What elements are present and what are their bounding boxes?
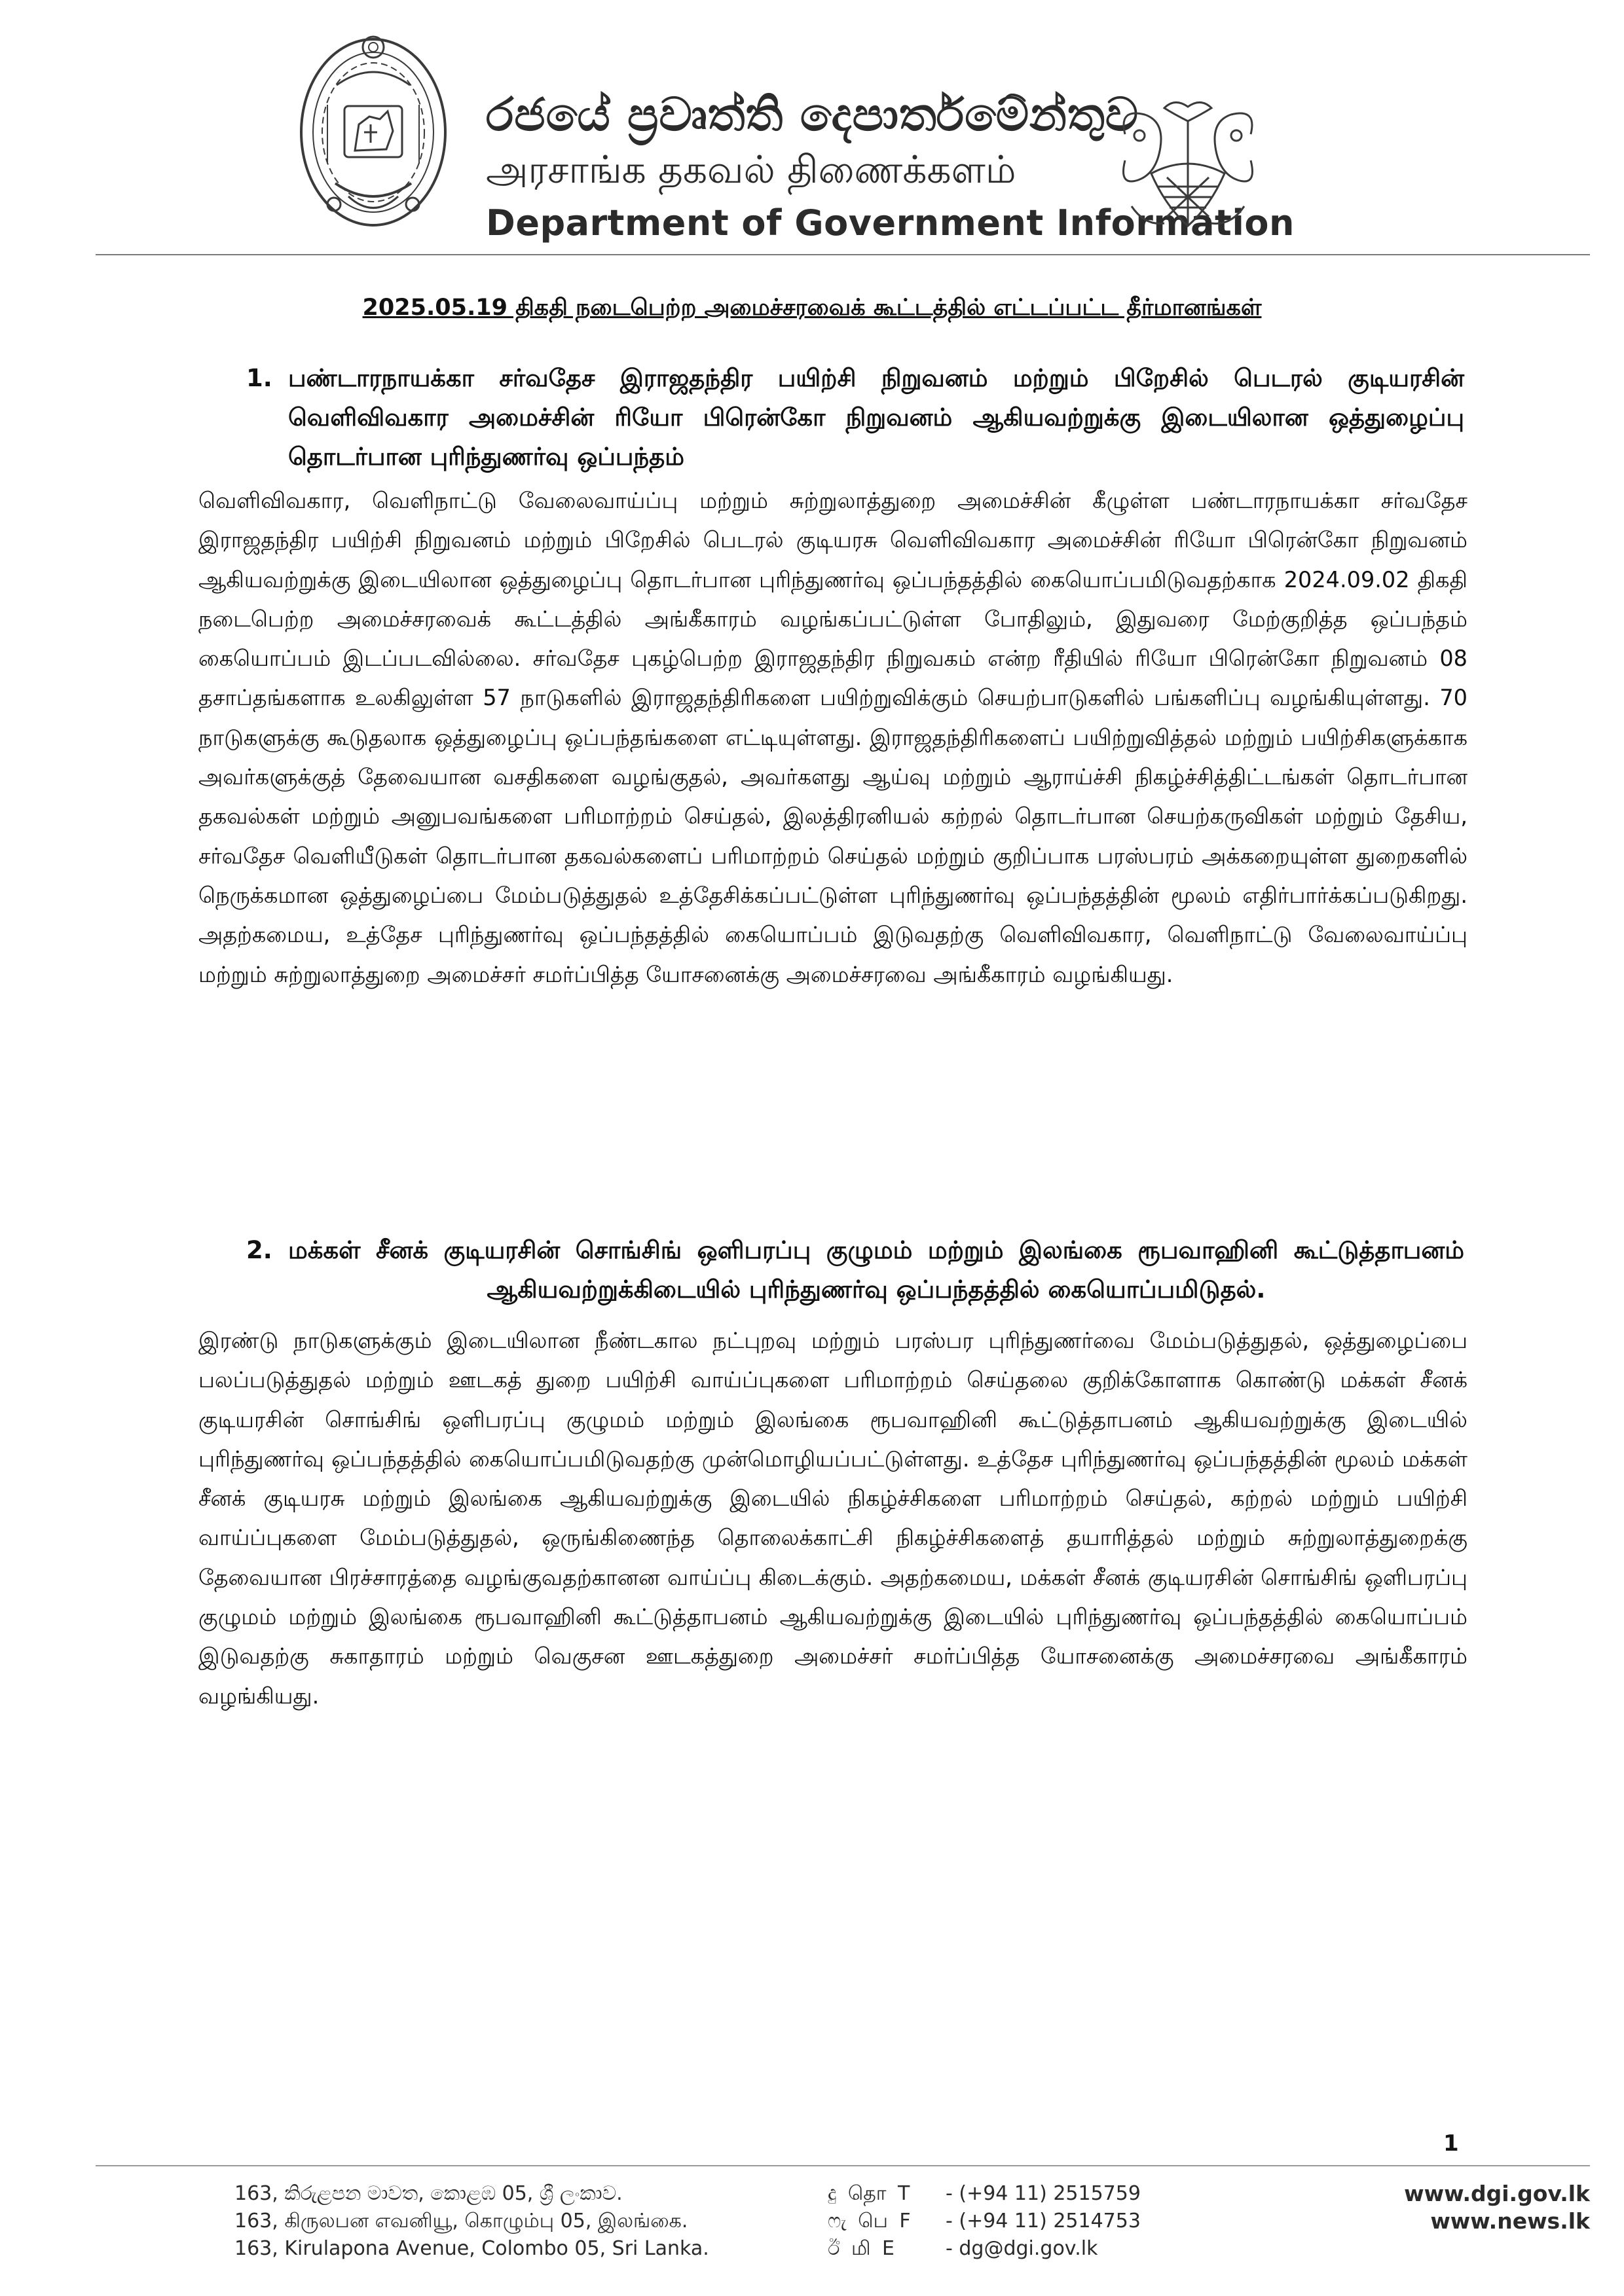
section-2-body: இரண்டு நாடுகளுக்கும் இடையிலான நீண்டகால நட்புறவு மற்றும் பரஸ்பர புரிந்துணர்வை மேம்படுத்துதல், ஒத்துழைப்பை பலப்படுத்துதல் மற்றும் ஊடகத் துறை பயிற்சி வாய்ப்புகளை பரிமாற்றம் செய்தலை குறிக்கோளாக கொண்டு மக்கள் சீனக் குடியரசின் சொங்சிங் ஒளிபரப்பு குழுமம் மற்றும் இலங்கை ரூபவாஹினி கூட்டுத்தாபனம் ஆகியவற்றுக்கு இடையில் புரிந்துணர்வு ஒப்பந்தத்தில் கையொப்பமிடுவதற்கு முன்மொழியப்பட்டுள்ளது. உத்தேச புரிந்துணர்வு ஒப்பந்தத்தின் மூலம் மக்கள் சீனக் குடியரசு மற்றும் இலங்கை ஆகியவற்றுக்கு இடையில் நிகழ்ச்சிகளை பரிமாற்றம் செய்தல், கற்றல் மற்றும் பயிற்சி வாய்ப்புகளை மேம்படுத்துதல், ஒருங்கிணைந்த தொலைக்காட்சி நிகழ்ச்சிகளைத் தயாரித்தல் மற்றும் சுற்றுலாத்துறைக்கு தேவையான பிரச்சாரத்தை வழங்குவதற்கானன வாய்ப்பு கிடைக்கும். அதற்கமைய, மக்கள் சீனக் குடியரசின் சொங்சிங் ஒளிபரப்பு குழுமம் மற்றும் இலங்கை ரூபவாஹினி கூட்டுத்தாபனம் ஆகியவற்றுக்கு இடையில் புரிந்துணர்வு ஒப்பந்தத்தில் கையொப்பம் இடுவதற்கு சுகாதாரம் மற்றும் வெகுசன ஊடகத்துறை அமைச்சர் சமர்ப்பித்த யோசனைக்கு அமைச்சரவை அங்கீகாரம் வழங்கியது. — [198, 1328, 1467, 1709]
ornament-logo-icon — [1112, 95, 1264, 238]
address-sinhala: 163, කිරුළපන මාවත, කොළඹ 05, ශ්‍රී ලංකාව. — [234, 2182, 623, 2205]
department-name-sinhala: රජයේ ප්‍රවෘත්ති දෙපාර්තමේන්තුව — [486, 88, 1139, 141]
fax-label: ෆැ பெ F — [828, 2210, 913, 2232]
contact-fax — [828, 2208, 1141, 2235]
address-english: 163, Kirulapona Avenue, Colombo 05, Sri Lanka. — [234, 2237, 709, 2260]
header-divider — [96, 254, 1590, 255]
footer-contact — [828, 2180, 1141, 2263]
footer-address — [234, 2180, 709, 2263]
section-1-title: பண்டாரநாயக்கா சர்வதேச இராஜதந்திர பயிற்சி நிறுவனம் மற்றும் பிறேசில் பெடரல் குடியரசின் வெளிவிவகார அமைச்சின் ரியோ பிரென்கோ நிறுவனம் ஆகியவற்றுக்கு இடையிலான ஒத்துழைப்பு தொடர்பான புரிந்துணர்வு ஒப்பந்தம் — [288, 364, 1464, 471]
page-number: 1 — [1443, 2130, 1459, 2157]
department-name-english: Department of Government Information — [486, 202, 1295, 244]
footer-websites — [1369, 2180, 1590, 2235]
website-news-link[interactable]: www.news.lk — [1430, 2208, 1590, 2234]
contact-telephone — [828, 2180, 1141, 2208]
section-1-number: 1. — [246, 364, 272, 392]
section-2-heading — [246, 1231, 1464, 1309]
fax-value: - (+94 11) 2514753 — [946, 2210, 1141, 2232]
section-2-number: 2. — [246, 1236, 272, 1264]
department-title — [486, 88, 1295, 244]
address-tamil: 163, கிருலபன எவனியூ, கொழும்பு 05, இலங்கை. — [234, 2210, 688, 2232]
section-1-body: வெளிவிவகார, வெளிநாட்டு வேலைவாய்ப்பு மற்றும் சுற்றுலாத்துறை அமைச்சின் கீழுள்ள பண்டாரநாயக்கா சர்வதேச இராஜதந்திர பயிற்சி நிறுவனம் மற்றும் பிறேசில் பெடரல் குடியரசு வெளிவிவகார அமைச்சின் ரியோ பிரென்கோ நிறுவனம் ஆகியவற்றுக்கு இடையிலான ஒத்துழைப்பு தொடர்பான புரிந்துணர்வு ஒப்பந்தத்தில் கையொப்பமிடுவதற்காக 2024.09.02 திகதி நடைபெற்ற அமைச்சரவைக் கூட்டத்தில் அங்கீகாரம் வழங்கப்பட்டுள்ள போதிலும், இதுவரை மேற்குறித்த ஒப்பந்தம் கையொப்பம் இடப்படவில்லை. சர்வதேச புகழ்பெற்ற இராஜதந்திர நிறுவகம் என்ற ரீதியில் ரியோ பிரென்கோ நிறுவனம் 08 தசாப்தங்களாக உலகிலுள்ள 57 நாடுகளில் இராஜதந்திரிகளை பயிற்றுவிக்கும் செயற்பாடுகளில் பங்களிப்பு வழங்கியுள்ளது. 70 நாடுகளுக்கு கூடுதலாக ஒத்துழைப்பு ஒப்பந்தங்களை எட்டியுள்ளது. இராஜதந்திரிகளைப் பயிற்றுவித்தல் மற்றும் பயிற்சிகளுக்காக அவர்களுக்குத் தேவையான வசதிகளை வழங்குதல், அவர்களது ஆய்வு மற்றும் ஆராய்ச்சி நிகழ்ச்சித்திட்டங்கள் தொடர்பான தகவல்கள் மற்றும் அனுபவங்களை பரிமாற்றம் செய்தல், இலத்திரனியல் கற்றல் தொடர்பான செயற்கருவிகள் மற்றும் தேசிய, சர்வதேச வெளியீடுகள் தொடர்பான தகவல்களைப் பரிமாற்றம் செய்தல் மற்றும் குறிப்பாக பரஸ்பரம் அக்கறையுள்ள துறைகளில் நெருக்கமான ஒத்துழைப்பை மேம்படுத்துதல் உத்தேசிக்கப்பட்டுள்ள புரிந்துணர்வு ஒப்பந்தத்தின் மூலம் எதிர்பார்க்கப்படுகிறது. அதற்கமைய, உத்தேச புரிந்துணர்வு ஒப்பந்தத்தில் கையொப்பம் இடுவதற்கு வெளிவிவகார, வெளிநாட்டு வேலைவாய்ப்பு மற்றும் சுற்றுலாத்துறை அமைச்சர் சமர்ப்பித்த யோசனைக்கு அமைச்சரவை அங்கீகாரம் வழங்கியது. — [198, 488, 1468, 987]
department-name-tamil: அரசாங்க தகவல் திணைக்களம் — [486, 147, 1016, 192]
section-1-heading — [246, 359, 1464, 477]
email-value[interactable]: - dg@dgi.gov.lk — [946, 2237, 1098, 2260]
contact-email — [828, 2235, 1141, 2263]
website-dgi-link[interactable]: www.dgi.gov.lk — [1404, 2181, 1590, 2206]
section-2-title: மக்கள் சீனக் குடியரசின் சொங்சிங் ஒளிபரப்பு குழுமம் மற்றும் இலங்கை ரூபவாஹினி கூட்டுத்தாபனம் ஆகியவற்றுக்கிடையில் புரிந்துணர்வு ஒப்பந்தத்தில் கையொப்பமிடுதல். — [288, 1236, 1464, 1303]
document-title: 2025.05.19 திகதி நடைபெற்ற அமைச்சரவைக் கூட்டத்தில் எட்டப்பட்ட தீர்மானங்கள் — [362, 295, 1262, 321]
telephone-value: - (+94 11) 2515759 — [946, 2182, 1141, 2205]
email-label: ඊ மி E — [828, 2237, 898, 2260]
telephone-label: දු தொ T — [828, 2182, 913, 2205]
sri-lanka-emblem — [296, 33, 451, 229]
footer-divider — [96, 2165, 1590, 2166]
